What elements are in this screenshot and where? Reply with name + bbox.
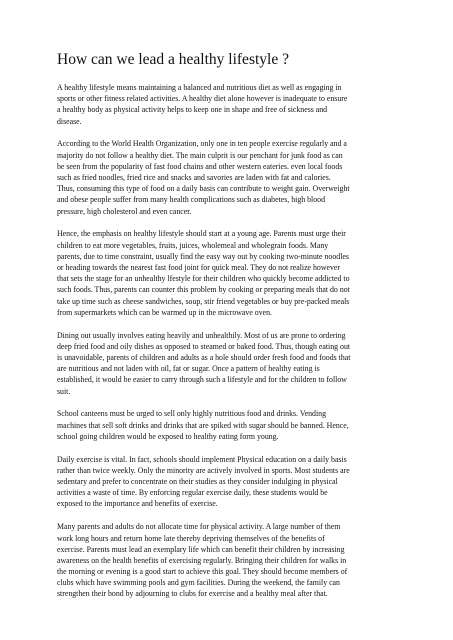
text-line: a healthy body as physical activity helps to keep one in shape and free of sickness and <box>57 105 328 115</box>
text-line: such foods. Thus, parents can counter this problem by cooking or preparing meals that do not <box>57 285 350 295</box>
paragraph-parents-physical-activity <box>57 521 419 599</box>
text-line: that sets the stage for an unhealthy lfestyle for their children who quickly become addicted to <box>57 274 350 284</box>
text-line: are nutritious and not laden with oil, fat or sugar. Once a pattern of healthy eating is <box>57 364 320 374</box>
text-line: the morning or evening is a good start to achieve this goal. They should become members of <box>57 567 348 577</box>
text-line: rather than twice weekly. Only the minority are actively involved in sports. Most students are <box>57 465 350 475</box>
paragraph-who-statistics <box>57 138 419 216</box>
text-line: from supermarkets which can be warmed up in the microwave oven. <box>57 307 272 317</box>
text-line: or heading towards the nearest fast food joint for quick meal. They do not realize however <box>57 263 341 272</box>
paragraph-daily-exercise <box>57 454 419 510</box>
text-line: work long hours and return home late thereby depriving themselves of the benefits of <box>57 533 325 543</box>
text-line: sedentary and prefer to concentrate on their studies as they consider indulging in physical <box>57 477 338 487</box>
text-line: machines that sell soft drinks and drinks that are spiked with sugar should be banned. Hence, <box>57 420 349 430</box>
text-line: awareness on the health benefits of exercising regularly. Bringing their children for walks in <box>57 555 347 565</box>
text-line: exposed to the importance and benefits of exercise. <box>57 499 218 509</box>
text-line: is unavoidable, parents of children and adults as a hole should order fresh food and foods that <box>57 353 351 362</box>
text-line: Daily exercise is vital. In fact, schools should implement Physical education on a daily basis <box>57 454 347 464</box>
text-line: deep fried food and oily dishes as opposed to steamed or baked food. Thus, though eating out <box>57 341 351 351</box>
text-line: parents, due to time constraint, usually find the easy way out by cooking two-minute noodles <box>57 251 349 261</box>
document-title: How can we lead a healthy lifestyle ? <box>57 51 289 68</box>
text-line: such as fried noodles, fried rice and snacks and savories are laden with fat and calories. <box>57 173 331 182</box>
text-line: majority do not follow a healthy diet. The main culprit is our penchant for junk food as can <box>57 150 343 160</box>
text-line: According to the World Health Organization, only one in ten people exercise regularly and a <box>57 139 347 149</box>
paragraph-school-canteens <box>57 408 419 442</box>
paragraph-healthy-lifestyle-definition <box>57 82 419 127</box>
text-line: disease. <box>57 116 82 126</box>
text-line: pressure, high cholesterol and even cancer. <box>57 206 192 216</box>
text-line: clubs which have swimming pools and gym facilities. During the weekend, the family can <box>57 578 340 588</box>
text-line: and obese people suffer from many health complications such as diabetes, high blood <box>57 195 325 205</box>
text-line: Hence, the emphasis on healthy lifestyle should start at a young age. Parents must urge their <box>57 229 346 239</box>
text-line: take up time such as cheese sandwiches, soup, stir friend vegetables or buy pre-packed meals <box>57 296 350 306</box>
text-line: Many parents and adults do not allocate time for physical activity. A large number of them <box>57 522 341 532</box>
text-line: Thus, consuming this type of food on a daily basis can contribute to weight gain. Overweight <box>57 184 350 194</box>
text-line: Dining out usually involves eating heavily and unhealthily. Most of us are prone to ordering <box>57 330 346 340</box>
text-line: school going children would be exposed to healthy eating form young. <box>57 431 279 441</box>
text-line: established, it would be easier to carry through such a lifestyle and for the children to follow <box>57 375 347 385</box>
text-line: strengthen their bond by adjourning to clubs for exercise and a healthy meal after that. <box>57 589 328 599</box>
text-line: exercise. Parents must lead an exemplary life which can benefit their children by increasing <box>57 544 345 554</box>
paragraph-young-age-emphasis <box>57 228 419 318</box>
paragraph-dining-out <box>57 330 419 397</box>
text-line: A healthy lifestyle means maintaining a balanced and nutritious diet as well as engaging in <box>57 83 342 92</box>
text-line: children to eat more vegetables, fruits, juices, wholemeal and wholegrain foods. Many <box>57 240 329 250</box>
text-line: activities a waste of time. By enforcing regular exercise daily, these students would be <box>57 488 328 498</box>
document-body <box>57 82 419 611</box>
text-line: School canteens must be urged to sell only highly nutritious food and drinks. Vending <box>57 409 326 419</box>
text-line: suit. <box>57 386 71 396</box>
text-line: be seen from the popularity of fast food chains and other western eateries. even local foods <box>57 161 343 171</box>
text-line: sports or other fitness related activities. A healthy diet alone however is inadequate to ensure <box>57 94 348 104</box>
